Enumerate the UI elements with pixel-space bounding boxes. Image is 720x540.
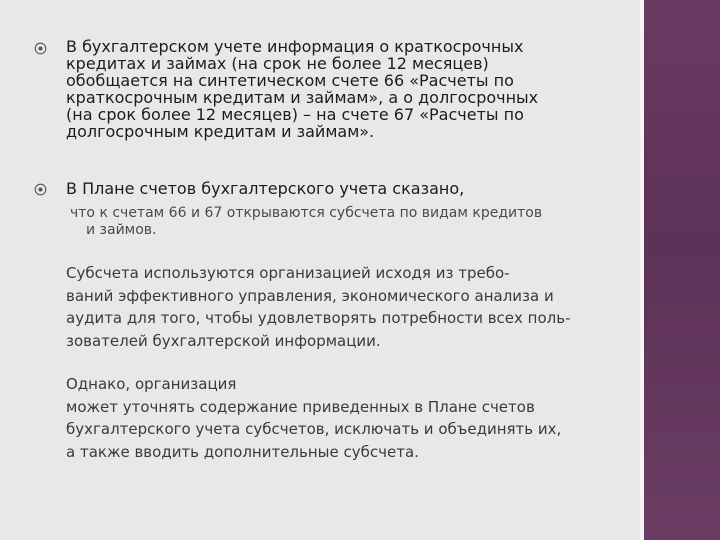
bullet-1-line: обобщается на синтетическом счете 66 «Расчеты по bbox=[66, 71, 514, 90]
bullet-1-line: (на срок более 12 месяцев) – на счете 67 «Расчеты по bbox=[66, 105, 524, 124]
paragraph-2-line: а также вводить дополнительные субсчета. bbox=[66, 442, 419, 461]
paragraph-1-line: зователей бухгалтерской информации. bbox=[66, 331, 381, 350]
bullet-1-line: краткосрочным кредитам и займам», а о долгосрочных bbox=[66, 88, 539, 107]
paragraph-2 bbox=[66, 373, 616, 463]
paragraph-2-line: Однако, организация bbox=[66, 375, 237, 393]
bullet-2-line: В Плане счетов бухгалтерского учета сказано, bbox=[66, 179, 465, 198]
paragraph-1-line: Субсчета используются организацией исходя из требо- bbox=[66, 264, 510, 282]
paragraph-1-line: аудита для того, чтобы удовлетворять потребности всех поль- bbox=[66, 309, 571, 327]
paragraph-1-line: ваний эффективного управления, экономического анализа и bbox=[66, 286, 554, 305]
bullet-2-subtext bbox=[70, 205, 610, 239]
circled-dot-icon bbox=[34, 183, 47, 198]
bullet-2-sub-line: что к счетам 66 и 67 открываются субсчета по видам кредитов bbox=[70, 205, 543, 221]
bullet-2-text bbox=[66, 180, 616, 197]
circled-dot-icon bbox=[34, 42, 47, 57]
paragraph-1 bbox=[66, 262, 616, 352]
paragraph-2-line: бухгалтерского учета субсчетов, исключать и объединять их, bbox=[66, 420, 562, 438]
paragraph-2-line: может уточнять содержание приведенных в Плане счетов bbox=[66, 397, 535, 416]
side-accent-panel bbox=[644, 0, 720, 540]
bullet-1-line: В бухгалтерском учете информация о краткосрочных bbox=[66, 37, 524, 56]
bullet-1-text bbox=[66, 38, 616, 140]
bullet-2-sub-line: и займов. bbox=[86, 222, 157, 238]
bullet-1-line: кредитах и займах (на срок не более 12 месяцев) bbox=[66, 54, 489, 73]
bullet-1-line: долгосрочным кредитам и займам». bbox=[66, 122, 375, 141]
